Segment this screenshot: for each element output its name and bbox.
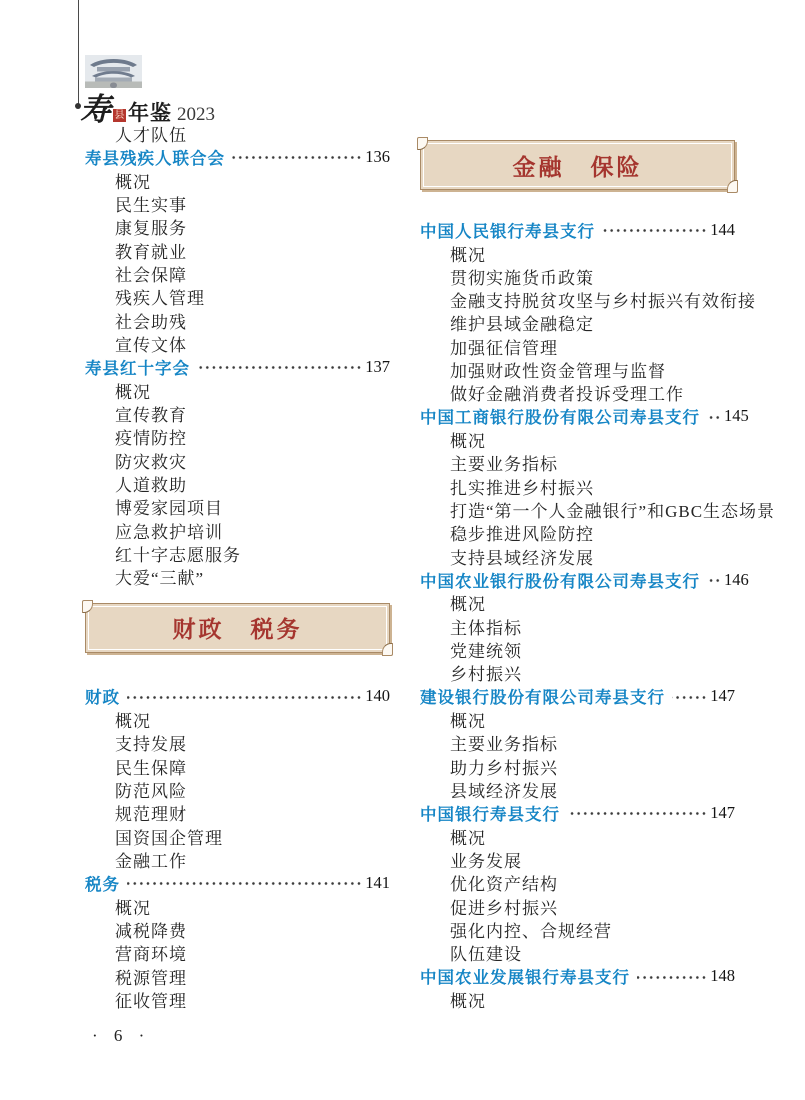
- toc-entry-row: [420, 685, 735, 708]
- toc-entry-row: [420, 801, 735, 824]
- toc-sub-item: 概况: [115, 172, 151, 192]
- masthead-calligraphy-nianjian: 年鉴: [128, 101, 172, 125]
- toc-sub-item: 业务发展: [450, 852, 522, 872]
- toc-entry-row: [85, 685, 390, 708]
- toc-entry-title: 税务: [85, 875, 120, 894]
- dot-leader: [127, 685, 362, 708]
- dot-leader: [602, 218, 707, 241]
- toc-sub-item: 主体指标: [450, 618, 522, 638]
- toc-sub-item: 防范风险: [115, 782, 187, 802]
- section-header-title: 财政 税务: [172, 616, 303, 643]
- toc-sub-item: 县域经济发展: [450, 782, 558, 802]
- dot-leader: [707, 568, 721, 591]
- section-header-title: 金融 保险: [512, 153, 643, 180]
- toc-sub-item: 助力乡村振兴: [450, 758, 558, 778]
- toc-sub-item: 概况: [450, 712, 486, 732]
- toc-sub-item: 主要业务指标: [450, 735, 558, 755]
- toc-sub-item: 教育就业: [115, 242, 187, 262]
- toc-entry-page-number: 141: [365, 872, 390, 892]
- toc-entry-page-number: 146: [724, 569, 749, 589]
- masthead-seal-stamp: 县: [114, 110, 125, 121]
- toc-sub-item: 大爱“三献”: [115, 569, 205, 589]
- toc-sub-item: 贯彻实施货币政策: [450, 268, 594, 288]
- toc-entry-page-number: 136: [365, 146, 390, 166]
- toc-sub-item: 金融工作: [115, 852, 187, 872]
- toc-sub-item: 残疾人管理: [115, 289, 205, 309]
- toc-sub-item: 金融支持脱贫攻坚与乡村振兴有效衔接: [450, 292, 756, 312]
- toc-sub-item: 支持发展: [115, 735, 187, 755]
- toc-entry-page-number: 140: [365, 686, 390, 706]
- toc-sub-item: 做好金融消费者投诉受理工作: [450, 385, 684, 405]
- toc-sub-item: 促进乡村振兴: [450, 898, 558, 918]
- toc-sub-item: 社会保障: [115, 266, 187, 286]
- toc-sub-item: 民生保障: [115, 758, 187, 778]
- toc-sub-item: 红十字志愿服务: [115, 546, 241, 566]
- dot-leader: [232, 145, 362, 168]
- toc-sub-item: 党建统领: [450, 642, 522, 662]
- toc-entry-title: 建设银行股份有限公司寿县支行: [420, 689, 665, 708]
- toc-entry-page-number: 148: [710, 966, 735, 986]
- toc-sub-item: 税源管理: [115, 968, 187, 988]
- toc-entry-row: [420, 405, 749, 428]
- toc-sub-item: 主要业务指标: [450, 455, 558, 475]
- toc-sub-item: 概况: [450, 245, 486, 265]
- toc-sub-item: 概况: [450, 828, 486, 848]
- toc-sub-item: 人道救助: [115, 476, 187, 496]
- toc-sub-item: 宣传文体: [115, 336, 187, 356]
- toc-sub-item: 概况: [115, 382, 151, 402]
- toc-sub-item: 减税降费: [115, 922, 187, 942]
- toc-entry-page-number: 147: [710, 686, 735, 706]
- box-corner-curl-icon: [727, 180, 738, 193]
- toc-column-right: [420, 140, 776, 1011]
- toc-sub-item: 加强财政性资金管理与监督: [450, 362, 666, 382]
- toc-sub-item: 征收管理: [115, 992, 187, 1011]
- toc-sub-item: 国资国企管理: [115, 828, 223, 848]
- toc-column-left: [85, 122, 390, 1011]
- toc-entry-row: [420, 965, 735, 988]
- dot-leader: [637, 965, 707, 988]
- toc-sub-item: 扎实推进乡村振兴: [450, 478, 594, 498]
- toc-entry-title: 中国农业发展银行寿县支行: [420, 969, 630, 988]
- toc-entry-page-number: 145: [724, 406, 749, 426]
- toc-sub-item: 乡村振兴: [450, 665, 522, 685]
- toc-sub-item: 概况: [115, 898, 151, 918]
- toc-entry-title: 寿县残疾人联合会: [85, 150, 225, 168]
- toc-sub-item: 人才队伍: [115, 126, 187, 146]
- toc-sub-item: 概况: [450, 992, 486, 1011]
- toc-entry-title: 中国人民银行寿县支行: [420, 222, 595, 241]
- toc-sub-item: 营商环境: [115, 945, 187, 965]
- toc-entry-row: [85, 871, 390, 894]
- section-header-box: [85, 603, 390, 653]
- toc-sub-item: 维护县域金融稳定: [450, 315, 594, 335]
- toc-sub-item: 应急救护培训: [115, 522, 223, 542]
- toc-sub-item: 支持县域经济发展: [450, 548, 594, 568]
- toc-entry-row: [85, 145, 390, 168]
- toc-sub-item: 防灾救灾: [115, 452, 187, 472]
- dot-leader: [672, 685, 707, 708]
- toc-sub-item: 概况: [450, 595, 486, 615]
- toc-sub-item: 社会助残: [115, 312, 187, 332]
- dot-leader: [197, 355, 362, 378]
- dot-leader: [567, 801, 707, 824]
- toc-entry-title: 寿县红十字会: [85, 359, 190, 378]
- toc-sub-item: 博爱家园项目: [115, 499, 223, 519]
- dot-leader: [127, 871, 362, 894]
- toc-sub-item: 强化内控、合规经营: [450, 922, 612, 942]
- toc-entry-page-number: 137: [365, 356, 390, 376]
- toc-sub-item: 规范理财: [115, 805, 187, 825]
- toc-sub-item: 概况: [450, 432, 486, 452]
- toc-sub-item: 民生实事: [115, 196, 187, 216]
- toc-sub-item: 优化资产结构: [450, 875, 558, 895]
- toc-entry-title: 中国银行寿县支行: [420, 805, 560, 824]
- masthead-vertical-rule: [78, 0, 79, 105]
- toc-sub-item: 稳步推进风险防控: [450, 525, 594, 545]
- toc-sub-item: 加强征信管理: [450, 338, 558, 358]
- toc-entry-title: 财政: [85, 689, 120, 708]
- masthead-year: 2023: [177, 104, 215, 125]
- masthead-calligraphy-shou: 寿: [80, 92, 111, 127]
- toc-entry-title: 中国农业银行股份有限公司寿县支行: [420, 572, 700, 591]
- toc-sub-item: 宣传教育: [115, 406, 187, 426]
- toc-sub-item: 疫情防控: [115, 429, 187, 449]
- box-corner-curl-icon: [417, 137, 428, 150]
- page-number-footer: · 6 ·: [92, 1026, 151, 1045]
- toc-entry-row: [420, 218, 735, 241]
- toc-entry-page-number: 147: [710, 802, 735, 822]
- section-header-box: [420, 140, 735, 190]
- toc-sub-item: 概况: [115, 712, 151, 732]
- toc-sub-item: 康复服务: [115, 219, 187, 239]
- box-corner-curl-icon: [382, 643, 393, 656]
- toc-sub-item: 队伍建设: [450, 945, 522, 965]
- toc-entry-page-number: 144: [710, 219, 735, 239]
- dot-leader: [707, 405, 721, 428]
- toc-entry-row: [420, 568, 749, 591]
- toc-sub-item: 打造“第一个人金融银行”和GBC生态场景: [450, 502, 776, 522]
- toc-entry-title: 中国工商银行股份有限公司寿县支行: [420, 409, 700, 428]
- box-corner-curl-icon: [82, 600, 93, 613]
- toc-entry-row: [85, 355, 390, 378]
